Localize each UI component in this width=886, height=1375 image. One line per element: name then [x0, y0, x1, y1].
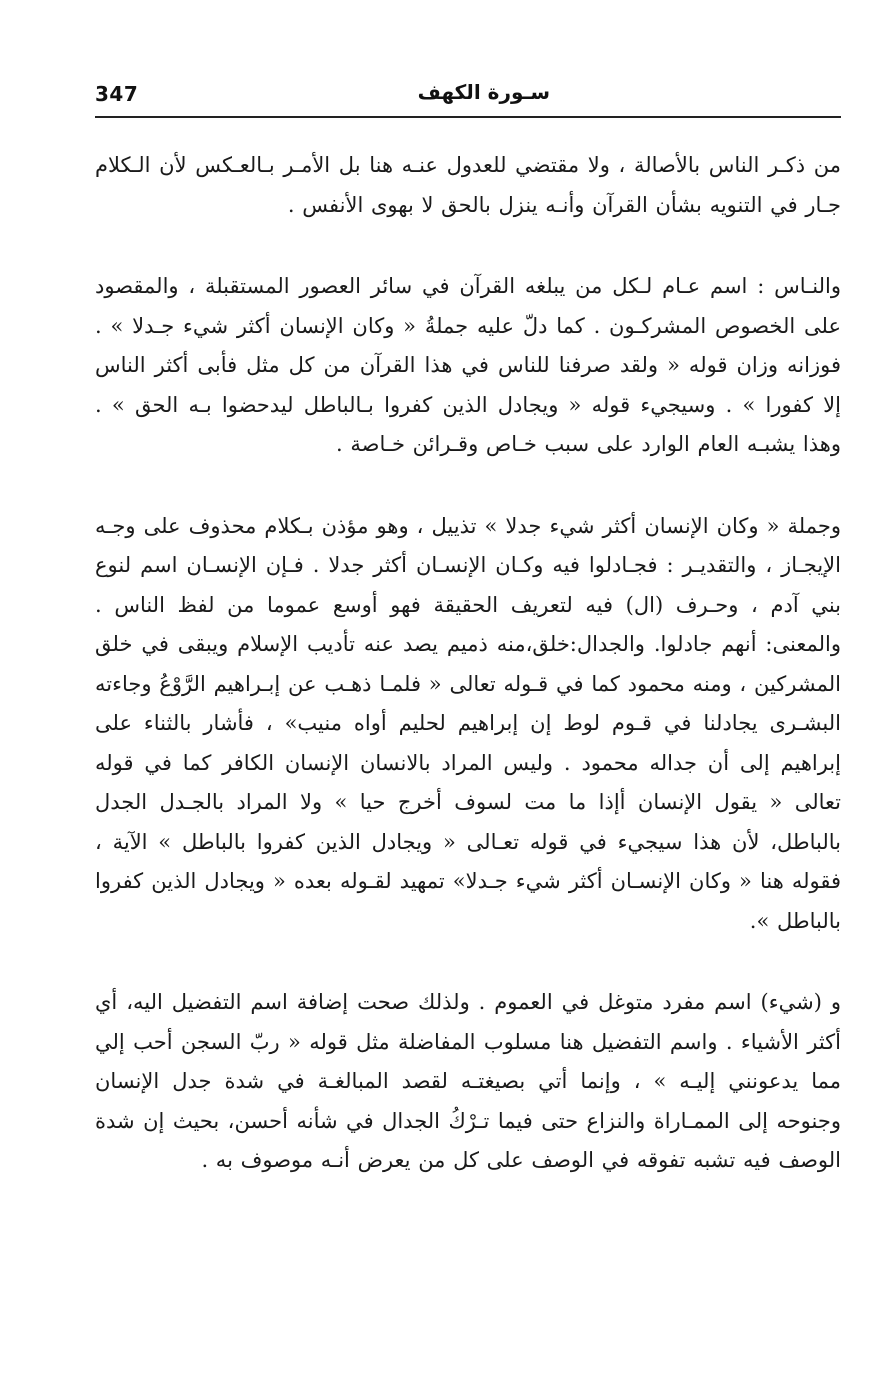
paragraph-1: من ذكـر الناس بالأصالة ، ولا مقتضي للعدول عنـه هنا بل الأمـر بـالعـكس لأن الـكلام جـار في التنويه بشأن القرآن وأنـه ينزل بالحق لا بهوى الأنفس . — [95, 153, 841, 217]
body-text — [95, 146, 841, 1181]
paragraph-3: وجملة « وكان الإنسان أكثر شيء جدلا » تذييل ، وهو مؤذن بـكلام محذوف على وجـه الإيجـاز ، والتقديـر : فجـادلوا فيه وكـان الإنسـان أكثر جدلا . فـإن الإنسـان اسم لنوع بني آدم ، وحـرف (ال) فيه لتعريف الحقيقة فهو أوسع عموما من لفظ الناس . والمعنى: أنهم جادلوا. والجدال:خلق،منه ذميم يصد عنه تأديب الإسلام ويبقى في خلق المشركين ، ومنه محمود كما في قـوله تعالى « فلمـا ذهـب عن إبـراهيم الرَّوْعُ وجاءته البشـرى يجادلنا في قـوم لوط إن إبراهيم لحليم أواه منيب» ، فأشار بالثناء على إبراهيم إلى أن جداله محمود . وليس المراد بالانسان الإنسان الكافر كما في قوله تعالى « يقول الإنسان أإذا ما مت لسوف أخرج حيا » ولا المراد بالجـدل الجدل بالباطل، لأن هذا سيجيء في قوله تعـالى « ويجادل الذين كفروا بالباطل » الآية ، فقوله هنا « وكان الإنسـان أكثر شيء جـدلا» تمهيد لقـوله بعده « ويجادل الذين كفروا بالباطل ». — [95, 513, 841, 933]
header-divider — [95, 116, 841, 118]
page-number: 347 — [95, 82, 139, 106]
paragraph-2: والنـاس : اسم عـام لـكل من يبلغه القرآن في سائر العصور المستقبلة ، والمقصود على الخصوص المشركـون . كما دلّ عليه جملةُ « وكان الإنسان أكثر شيء جـدلا » . فوزانه وزان قوله « ولقد صرفنا للناس في هذا القرآن من كل مثل فأبى أكثر الناس إلا كفورا » . وسيجيء قوله « ويجادل الذين كفروا بـالباطل ليدحضوا بـه الحق » . وهذا يشبـه العام الوارد على سبب خـاص وقـرائن خـاصة . — [95, 274, 841, 456]
paragraph-4: و (شيء) اسم مفرد متوغل في العموم . ولذلك صحت إضافة اسم التفضيل اليه، أي أكثر الأشياء . واسم التفضيل هنا مسلوب المفاضلة مثل قوله « ربّ السجن أحب إلي مما يدعونني إليـه » ، وإنما أتي بصيغتـه لقصد المبالغـة في شدة جدل الإنسان وجنوحه إلى الممـاراة والنزاع حتى فيما تـرْكُ الجدال في شأنه أحسن، بحيث إن شدة الوصف فيه تشبه تفوقه في الوصف على كل من يعرض أنـه موصوف به . — [95, 990, 841, 1172]
running-title: سـورة الكهف — [417, 80, 550, 104]
page-header — [95, 78, 840, 114]
